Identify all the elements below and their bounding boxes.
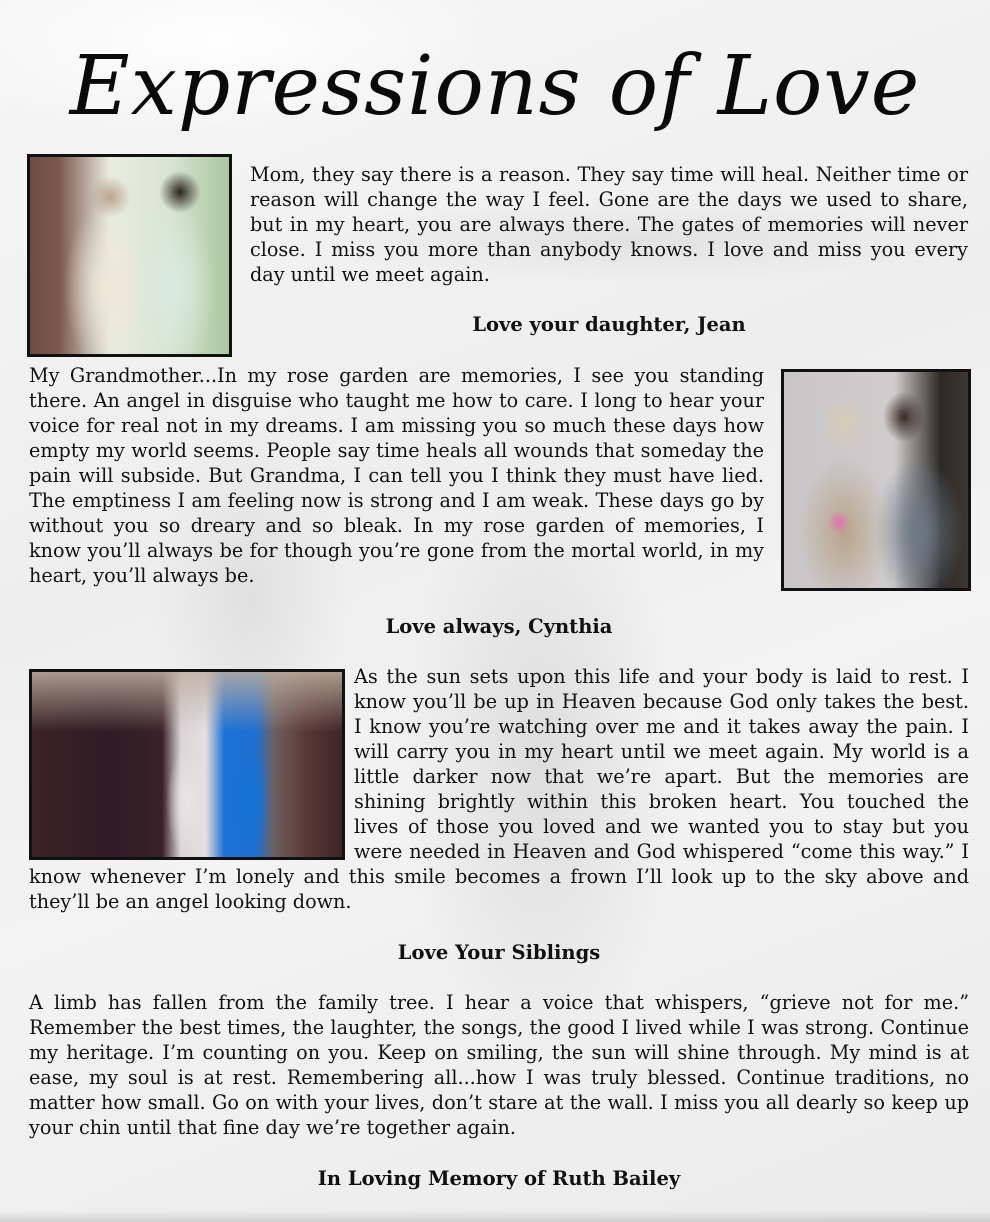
tribute-text-siblings-body: As the sun sets upon this life and your body is laid to rest. I know you’ll be up in Heaven because God only takes the best. I know you’re watching over me and it takes away the pain. I will carry you in my heart until we meet again. My world is a little darker now that we’re apart. But the memories are shining brightly within this broken heart. You touched the lives of those you loved and we wanted you to stay but you were needed in Heaven and God whispered “come this way.” I know whenever I’m lonely and this smile becomes a frown I’ll look up to the sky above and they’ll be an angel looking down. [29, 665, 969, 913]
tribute-text-jean: Mom, they say there is a reason. They say time will heal. Neither time or reason will change the way I feel. Gone are the days we used to share, but in my heart, you are always there. The gates of memories will never close. I miss you more than anybody knows. I love and miss you every day until we meet again. [250, 163, 968, 286]
page-title: Expressions of Love [69, 39, 921, 134]
signature-siblings: Love Your Siblings [397, 941, 601, 964]
signature-jean: Love your daughter, Jean [472, 313, 746, 336]
photo-mother-and-daughter [27, 154, 232, 357]
photo-spacer [29, 664, 354, 861]
tribute-text-siblings [29, 664, 969, 914]
photo-grandmother-and-granddaughter [781, 369, 971, 591]
signature-cynthia: Love always, Cynthia [385, 615, 613, 638]
tribute-text-cynthia: My Grandmother...In my rose garden are memories, I see you standing there. An angel in disguise who taught me how to care. I long to hear your voice for real not in my dreams. I am missing you so much these days how empty my world seems. People say time heals all wounds that someday the pain will subside. But Grandma, I can tell you I think they must have lied. The emptiness I am feeling now is strong and I am weak. These days go by without you so dreary and so bleak. In my rose garden of memories, I know you’ll always be for though you’re gone from the mortal world, in my heart, you’ll always be. [29, 364, 764, 587]
tribute-text-family-tree: A limb has fallen from the family tree. I hear a voice that whispers, “grieve not for me.” Remember the best times, the laughter, the songs, the good I lived while I was strong. Continue my heritage. I’m counting on you. Keep on smiling, the sun will shine through. My mind is at ease, my soul is at rest. Remembering all...how I was truly blessed. Continue traditions, no matter how small. Go on with your lives, don’t stare at the wall. I miss you all dearly so keep up your chin until that fine day we’re together again. [29, 991, 969, 1139]
in-loving-memory-line: In Loving Memory of Ruth Bailey [317, 1167, 681, 1190]
